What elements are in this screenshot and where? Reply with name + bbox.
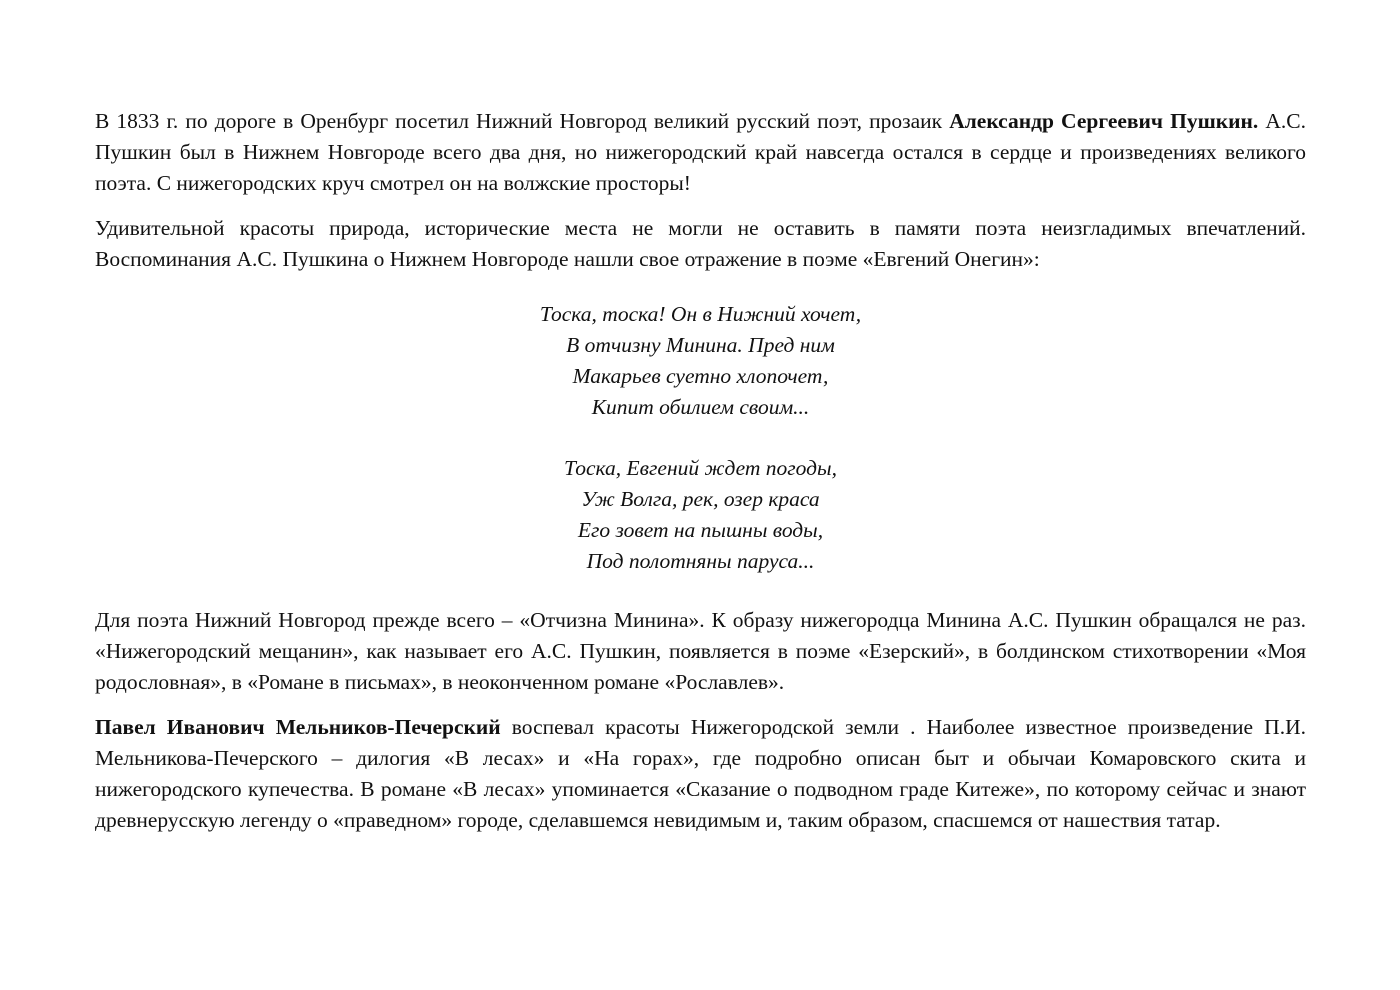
poem-line: Под полотняны паруса... xyxy=(586,549,815,573)
paragraph-text: А.С. Пушкин был в Нижнем Новгороде всего два дня, но нижегородский край навсегда остался в сердце и произведениях великого поэта. С нижегородских круч смотрел он на волжские просторы! xyxy=(95,109,1307,195)
poem-line: Тоска, тоска! Он в Нижний хочет, xyxy=(539,302,862,326)
poem-line: Уж Волга, рек, озер краса xyxy=(581,487,820,511)
poem-stanza xyxy=(95,299,1306,423)
paragraph-impressions xyxy=(95,213,1306,275)
author-name-bold: Александр Сергеевич Пушкин. xyxy=(949,109,1259,133)
poem-line: Тоска, Евгений ждет погоды, xyxy=(564,456,837,480)
paragraph-pushkin-visit xyxy=(95,106,1306,199)
poem-line: Макарьев суетно хлопочет, xyxy=(572,364,829,388)
paragraph-text: В 1833 г. по дороге в Оренбург посетил Нижний Новгород великий русский поэт, прозаик xyxy=(95,109,950,133)
poem-line: В отчизну Минина. Пред ним xyxy=(566,333,835,357)
paragraph-text: воспевал красоты Нижегородской земли . Наиболее известное произведение П.И. Мельникова-Печерского – дилогия «В лесах» и «На горах», где подробно описан быт и обычаи Комаровского скита и нижегородского купечества. В романе «В лесах» упоминается «Сказание о подводном граде Китеже», по которому сейчас и знают древнерусскую легенду о «праведном» городе, сделавшемся невидимым и, таким образом, спасшемся от нашествия татар. xyxy=(95,715,1306,832)
poem-line: Кипит обилием своим... xyxy=(591,395,810,419)
poem-line: Его зовет на пышны воды, xyxy=(577,518,824,542)
paragraph-melnikov xyxy=(95,712,1306,836)
paragraph-text: Для поэта Нижний Новгород прежде всего – «Отчизна Минина». К образу нижегородца Минина А.С. Пушкин обращался не раз. «Нижегородский мещанин», как называет его А.С. Пушкин, появляется в поэме «Езерский», в болдинском стихотворении «Моя родословная», в «Романе в письмах», в неоконченном романе «Рославлев». xyxy=(95,608,1306,694)
author-name-bold: Павел Иванович Мельников-Печерский xyxy=(95,715,501,739)
document-page xyxy=(95,106,1306,836)
paragraph-text: Удивительной красоты природа, исторические места не могли не оставить в памяти поэта неизгладимых впечатлений. Воспоминания А.С. Пушкина о Нижнем Новгороде нашли свое отражение в поэме «Евгений Онегин»: xyxy=(95,216,1306,271)
poem-quote xyxy=(95,299,1306,577)
paragraph-minin xyxy=(95,605,1306,698)
poem-stanza xyxy=(95,453,1306,577)
